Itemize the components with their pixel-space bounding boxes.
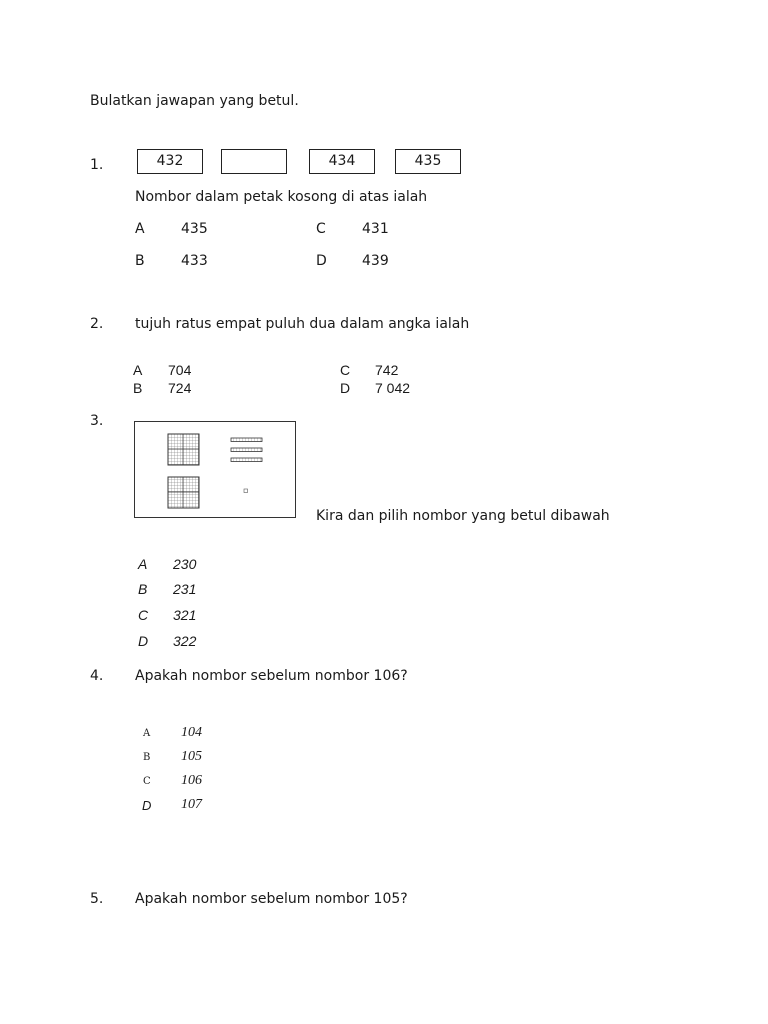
ten-rod-2 (231, 448, 262, 452)
q3-option-a-value: 230 (173, 556, 197, 572)
q3-option-d-value: 322 (173, 633, 197, 649)
q5-text: Apakah nombor sebelum nombor 105? (135, 891, 408, 907)
q1-option-d-letter: D (316, 253, 327, 269)
q1-option-b-letter: B (135, 253, 145, 269)
q1-box-4: 435 (395, 149, 461, 174)
base-ten-blocks-illustration (135, 422, 295, 517)
q5-number: 5. (90, 891, 104, 907)
q1-option-c-letter: C (316, 221, 326, 237)
q2-option-d-value: 7 042 (375, 380, 411, 396)
q1-option-a-letter: A (135, 221, 145, 237)
q4-number: 4. (90, 668, 104, 684)
q2-option-d-letter: D (340, 380, 351, 396)
q1-number: 1. (90, 157, 104, 173)
hundred-block-2 (168, 477, 199, 508)
instruction-text: Bulatkan jawapan yang betul. (90, 93, 299, 109)
q3-option-c-letter: C (138, 607, 149, 623)
q4-option-a-value: 104 (181, 725, 202, 740)
q3-option-a-letter: A (138, 556, 148, 572)
q3-option-c-value: 321 (173, 607, 197, 623)
q4-option-b-letter: B (143, 752, 151, 763)
q1-option-a-value: 435 (181, 221, 208, 237)
q1-option-d-value: 439 (362, 253, 389, 269)
q4-text: Apakah nombor sebelum nombor 106? (135, 668, 408, 684)
hundred-block-1 (168, 434, 199, 465)
ten-rod-3 (231, 458, 262, 462)
q4-option-c-value: 106 (181, 773, 202, 788)
q3-option-b-letter: B (138, 581, 148, 597)
q3-option-b-value: 231 (173, 581, 197, 597)
q1-option-c-value: 431 (362, 221, 389, 237)
q4-option-d-letter: D (142, 798, 152, 813)
q1-box-1: 432 (137, 149, 203, 174)
q2-option-b-value: 724 (168, 380, 192, 396)
ten-rod-1 (231, 438, 262, 442)
ones-cube (244, 489, 248, 493)
q2-option-b-letter: B (133, 380, 143, 396)
q3-option-d-letter: D (138, 633, 149, 649)
q4-option-c-letter: C (143, 776, 151, 787)
q1-option-b-value: 433 (181, 253, 208, 269)
q3-text: Kira dan pilih nombor yang betul dibawah (316, 508, 610, 524)
base-ten-blocks-figure (134, 421, 296, 518)
q4-option-d-value: 107 (181, 797, 202, 812)
q2-option-a-letter: A (133, 362, 143, 378)
q1-text: Nombor dalam petak kosong di atas ialah (135, 189, 428, 205)
q2-option-c-letter: C (340, 362, 351, 378)
q4-option-a-letter: A (143, 728, 151, 739)
q2-option-c-value: 742 (375, 362, 399, 378)
q2-text: tujuh ratus empat puluh dua dalam angka ialah (135, 316, 470, 332)
q1-box-empty (221, 149, 287, 174)
q3-number: 3. (90, 413, 104, 429)
q2-number: 2. (90, 316, 104, 332)
q1-box-3: 434 (309, 149, 375, 174)
q4-option-b-value: 105 (181, 749, 202, 764)
q2-option-a-value: 704 (168, 362, 192, 378)
